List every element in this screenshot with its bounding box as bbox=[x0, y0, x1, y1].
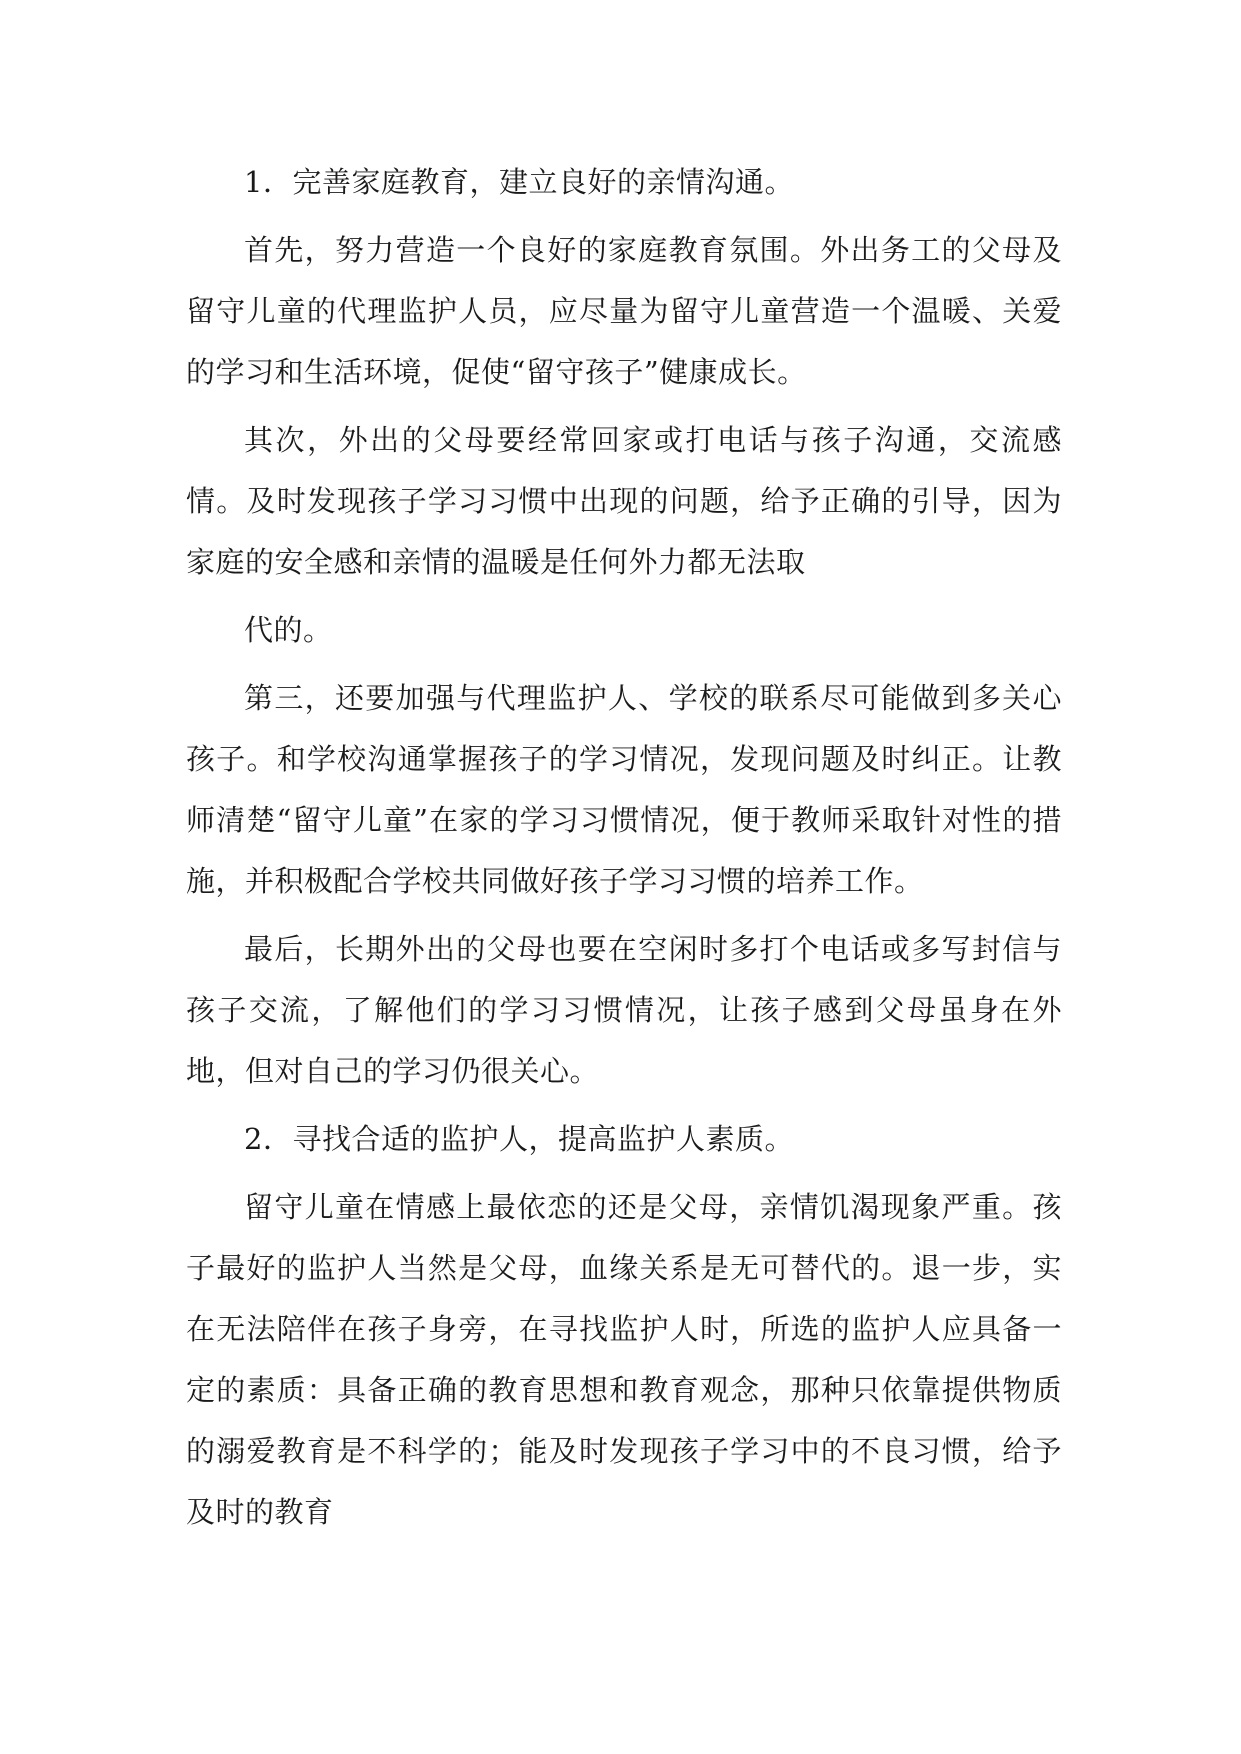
document-body bbox=[186, 152, 1062, 1550]
paragraph-second-continued: 代的。 bbox=[244, 613, 333, 647]
paragraph-guardian: 留守儿童在情感上最依恋的还是父母，亲情饥渴现象严重。孩子最好的监护人当然是父母，血缘关系是无可替代的。退一步，实在无法陪伴在孩子身旁，在寻找监护人时，所选的监护人应具备一定的素质：具备正确的教育思想和教育观念，那种只依靠提供物质的溺爱教育是不科学的；能及时发现孩子学习中的不良习惯，给予及时的教育 bbox=[186, 1190, 1062, 1529]
section-heading-2: 2．寻找合适的监护人，提高监护人素质。 bbox=[244, 1122, 794, 1156]
paragraph-third: 第三，还要加强与代理监护人、学校的联系尽可能做到多关心孩子。和学校沟通掌握孩子的学习情况，发现问题及时纠正。让教师清楚“留守儿童”在家的学习习惯情况，便于教师采取针对性的措施，并积极配合学校共同做好孩子学习习惯的培养工作。 bbox=[186, 681, 1062, 898]
paragraph-second: 其次，外出的父母要经常回家或打电话与孩子沟通，交流感情。及时发现孩子学习习惯中出现的问题，给予正确的引导，因为家庭的安全感和亲情的温暖是任何外力都无法取 bbox=[186, 423, 1062, 579]
paragraph-last: 最后，长期外出的父母也要在空闲时多打个电话或多写封信与孩子交流，了解他们的学习习惯情况，让孩子感到父母虽身在外地，但对自己的学习仍很关心。 bbox=[186, 932, 1062, 1088]
paragraph-first: 首先，努力营造一个良好的家庭教育氛围。外出务工的父母及留守儿童的代理监护人员，应尽量为留守儿童营造一个温暖、关爱的学习和生活环境，促使“留守孩子”健康成长。 bbox=[186, 233, 1062, 389]
section-heading-1: 1．完善家庭教育，建立良好的亲情沟通。 bbox=[244, 165, 794, 199]
